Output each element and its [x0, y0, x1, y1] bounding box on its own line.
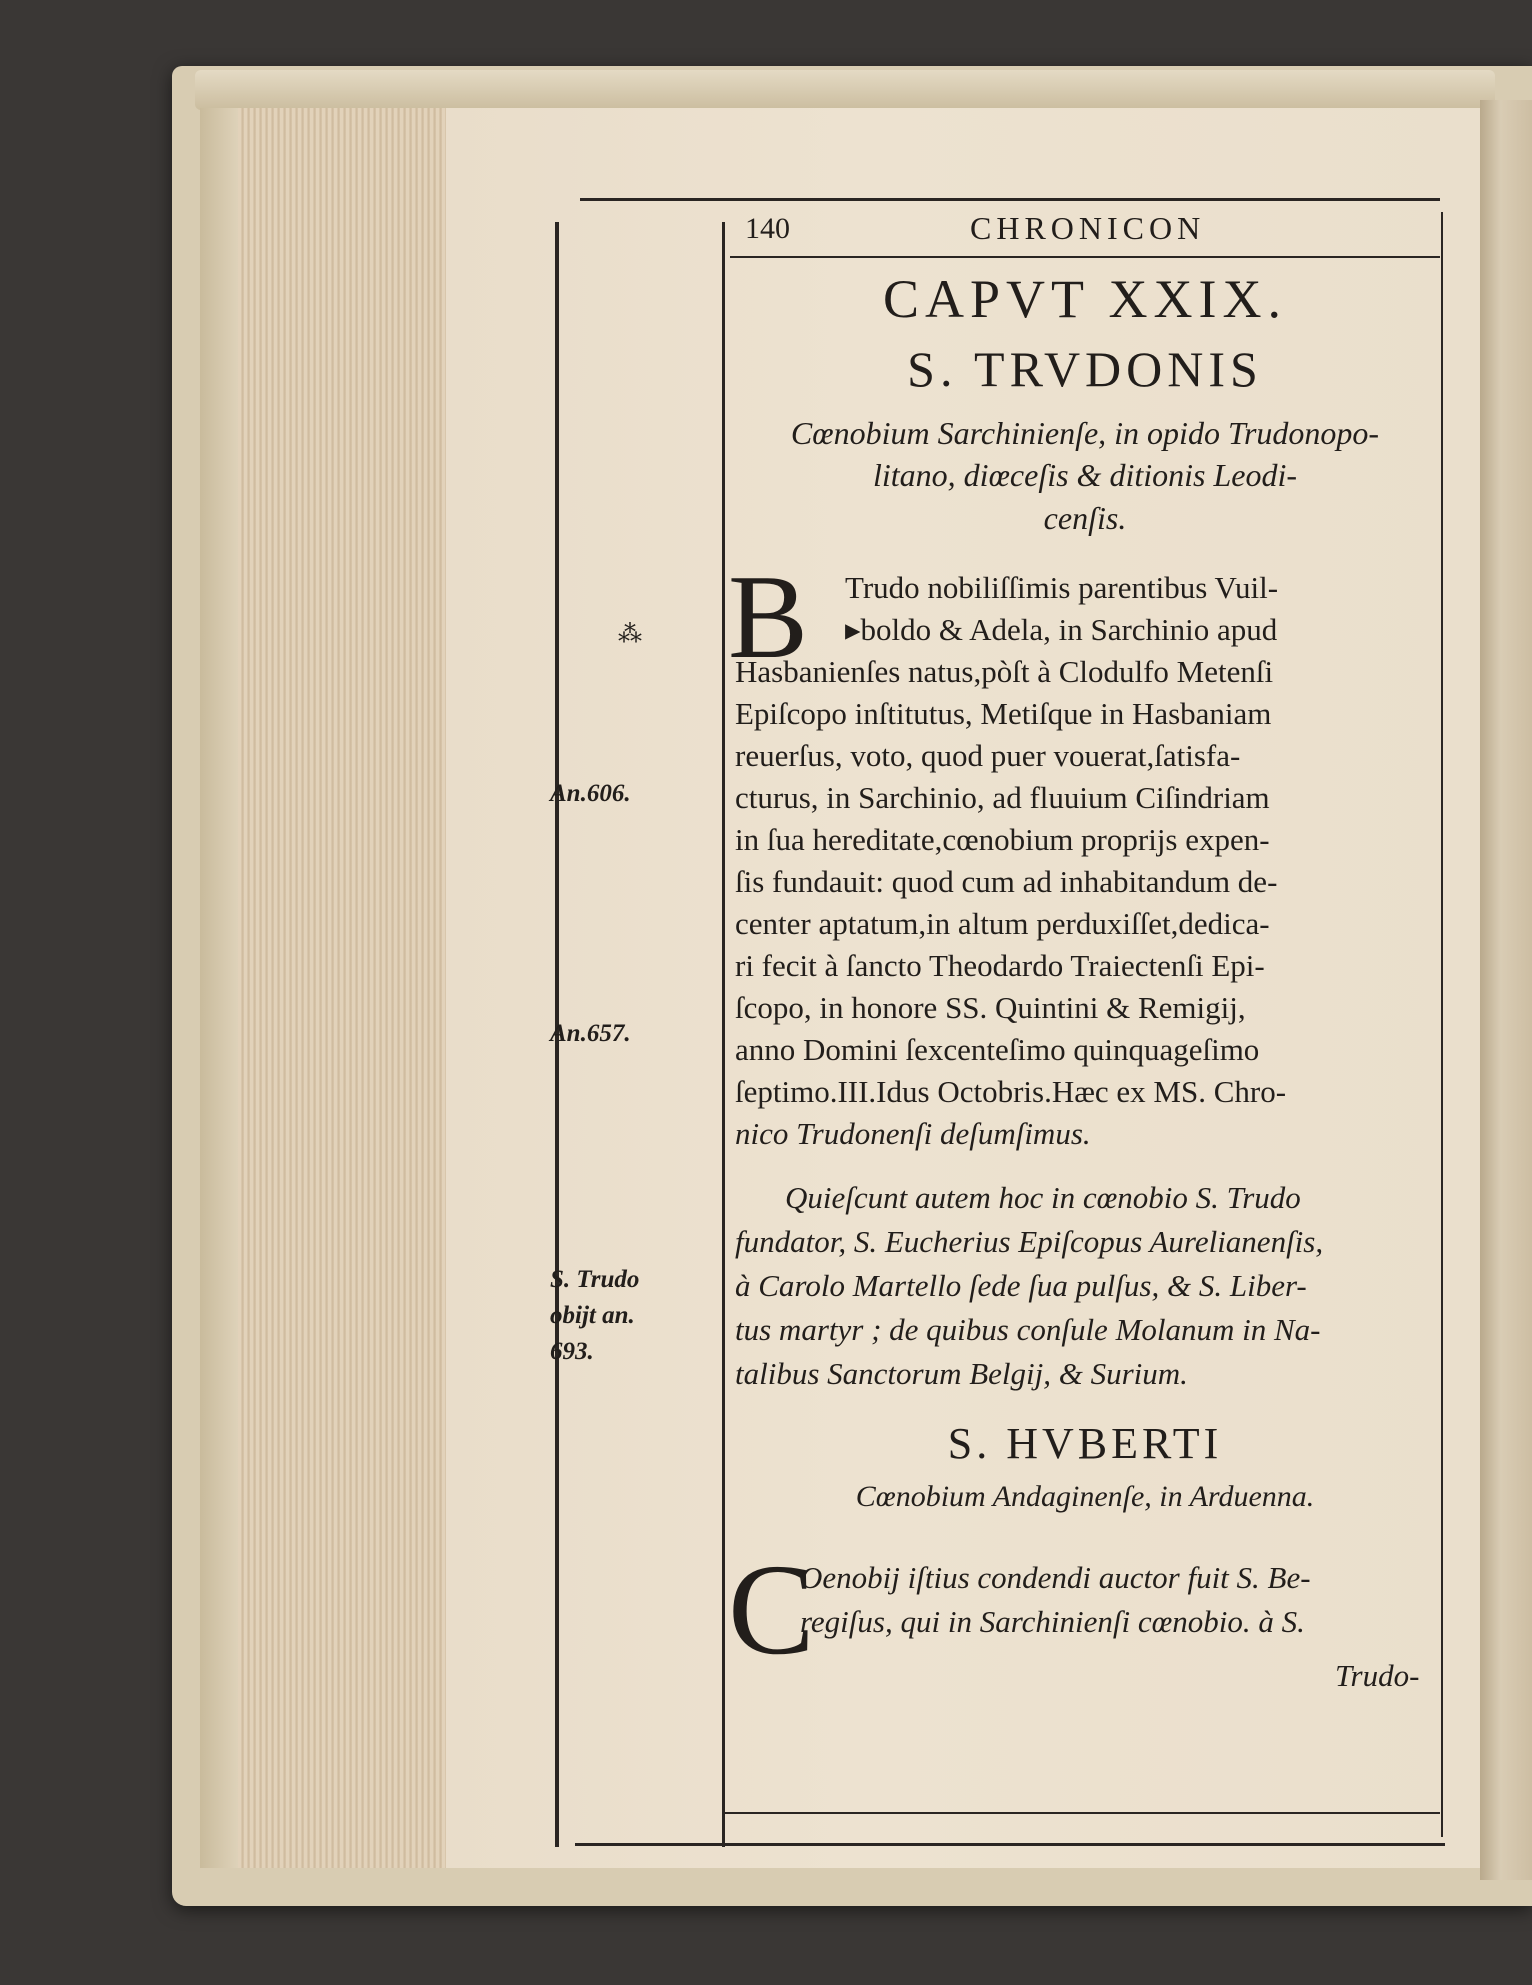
margin-note: S. Trudo	[550, 1266, 640, 1293]
text-block-right-rule	[1441, 212, 1443, 1837]
saint-heading: S. TRVDONIS	[907, 341, 1263, 397]
section-heading: S. HVBERTI	[947, 1419, 1223, 1468]
page-block-edges	[238, 108, 448, 1868]
subtitle-line: cenſis.	[1043, 500, 1127, 536]
body-line: ▸boldo & Adela, in Sarchinio apud	[845, 612, 1278, 647]
body-line: cturus, in Sarchinio, ad fluuium Ciſindriam	[735, 780, 1270, 815]
drop-cap: B	[728, 550, 809, 683]
bottom-rule	[575, 1843, 1445, 1846]
margin-note-year: An.657.	[550, 1020, 631, 1047]
italic-line: Quieſcunt autem hoc in cœnobio S. Trudo	[785, 1180, 1301, 1215]
subtitle-line: Cœnobium Sarchinienſe, in opido Trudonopo-	[790, 415, 1380, 451]
body-line: Hasbanienſes natus,pòſt à Clodulfo Metenſi	[735, 654, 1274, 689]
binding-spine-edge	[200, 108, 242, 1868]
italic-line: à Carolo Martello ſede ſua pulſus, & S. Liber-	[735, 1268, 1307, 1303]
body-line: anno Domini ſexcenteſimo quinquageſimo	[735, 1032, 1260, 1067]
facing-page-edge	[1480, 100, 1532, 1880]
subtitle-line: litano, diœceſis & ditionis Leodi-	[873, 457, 1297, 493]
header-rule	[730, 256, 1440, 258]
binding-top-edge	[195, 70, 1495, 110]
italic-line: tus martyr ; de quibus conſule Molanum in Na-	[735, 1312, 1321, 1347]
running-head: CHRONICON	[970, 210, 1206, 246]
body-line: center aptatum,in altum perduxiſſet,dedica-	[735, 906, 1270, 941]
body-line: Trudo nobiliſſimis parentibus Vuil-	[845, 570, 1279, 605]
drop-cap: C	[728, 1538, 815, 1682]
italic-line: talibus Sanctorum Belgij, & Surium.	[735, 1356, 1188, 1391]
body-line: ſeptimo.III.Idus Octobris.Hæc ex MS. Chro-	[735, 1074, 1287, 1109]
page-number: 140	[745, 212, 790, 245]
body-line: nico Trudonenſi deſumſimus.	[735, 1116, 1091, 1151]
catchword: Trudo-	[1335, 1658, 1420, 1693]
text-block-bottom-rule	[725, 1812, 1440, 1814]
body-line: regiſus, qui in Sarchinienſi cœnobio. à S.	[800, 1604, 1305, 1639]
top-rule	[580, 198, 1440, 201]
margin-note: 693.	[550, 1338, 594, 1365]
body-line: Epiſcopo inſtitutus, Metiſque in Hasbaniam	[735, 696, 1272, 731]
chapter-title: CAPVT XXIX.	[882, 269, 1288, 329]
ornament-icon: ⁂	[618, 622, 642, 648]
margin-note-year: An.606.	[550, 780, 631, 807]
body-line: in ſua hereditate,cœnobium proprijs expen-	[735, 822, 1270, 857]
body-line: reuerſus, voto, quod puer vouerat,ſatisfa-	[735, 738, 1241, 773]
body-line: ſcopo, in honore SS. Quintini & Remigij,	[735, 990, 1246, 1025]
text-block-left-rule	[722, 222, 725, 1847]
italic-line: fundator, S. Eucherius Epiſcopus Aurelianenſis,	[735, 1224, 1324, 1259]
body-line: ri fecit à ſancto Theodardo Traiectenſi Epi-	[735, 948, 1265, 983]
body-line: Oenobij iſtius condendi auctor fuit S. Be-	[800, 1560, 1311, 1595]
section-subtitle: Cœnobium Andaginenſe, in Arduenna.	[855, 1480, 1315, 1513]
margin-note: obijt an.	[550, 1302, 635, 1329]
body-line: ſis fundauit: quod cum ad inhabitandum de-	[735, 864, 1278, 899]
